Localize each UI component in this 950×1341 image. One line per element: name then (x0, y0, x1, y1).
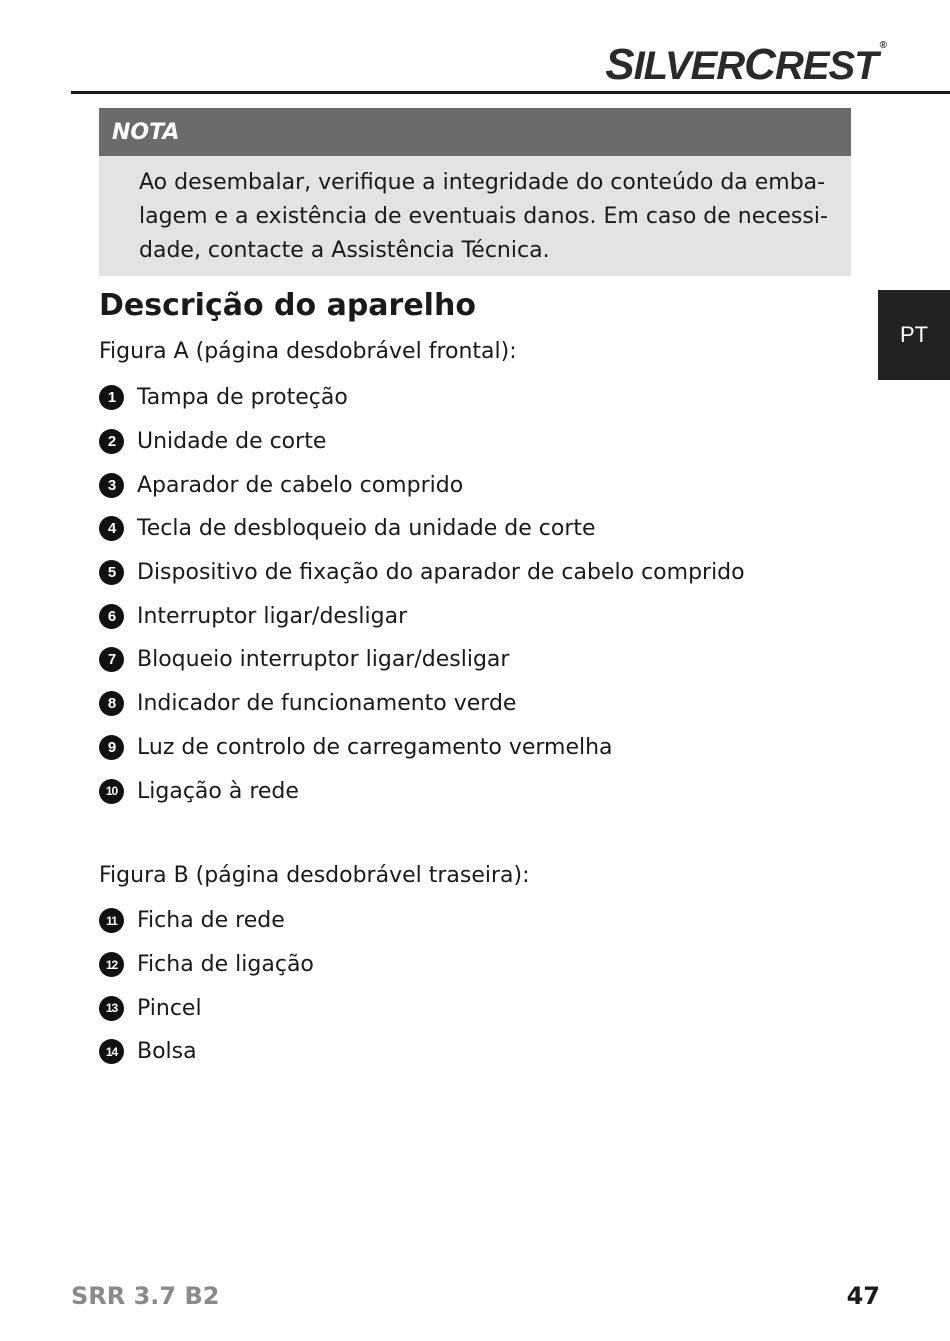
number-badge: 12 (99, 952, 124, 977)
figure-a-label: Figura A (página desdobrável frontal): (99, 339, 517, 364)
item-text: Unidade de corte (137, 429, 327, 455)
footer-model: SRR 3.7 B2 (71, 1282, 220, 1310)
item-text: Ficha de ligação (137, 952, 314, 978)
list-item (99, 638, 745, 682)
item-text: Indicador de funcionamento verde (137, 691, 517, 717)
number-badge: 4 (99, 516, 124, 541)
note-box (99, 108, 851, 276)
brand-logo: SILVERCREST ® (605, 40, 886, 89)
number-badge: 11 (99, 908, 124, 933)
number-badge: 13 (99, 996, 124, 1021)
list-item (99, 769, 745, 813)
number-badge: 1 (99, 385, 124, 410)
header-rule (71, 91, 950, 94)
list-item (99, 1030, 314, 1074)
item-text: Interruptor ligar/desligar (137, 603, 408, 629)
item-text: Bolsa (137, 1039, 197, 1065)
list-item (99, 899, 314, 943)
item-text: Ligação à rede (137, 778, 299, 804)
number-badge: 5 (99, 560, 124, 585)
figure-a-parts-list (99, 376, 745, 813)
number-badge: 3 (99, 473, 124, 498)
item-text: Tampa de proteção (137, 385, 348, 411)
list-item (99, 551, 745, 595)
list-item (99, 726, 745, 770)
number-badge: 7 (99, 647, 124, 672)
item-text: Bloqueio interruptor ligar/desligar (137, 647, 510, 673)
item-text: Tecla de desbloqueio da unidade de corte (137, 516, 596, 542)
list-item (99, 943, 314, 987)
list-item (99, 376, 745, 420)
number-badge: 14 (99, 1039, 124, 1064)
list-item (99, 463, 745, 507)
page-number: 47 (846, 1282, 880, 1310)
list-item (99, 986, 314, 1030)
number-badge: 6 (99, 604, 124, 629)
note-body (99, 156, 851, 276)
number-badge: 10 (99, 779, 124, 804)
number-badge: 2 (99, 429, 124, 454)
item-text: Luz de controlo de carregamento vermelha (137, 734, 613, 760)
item-text: Aparador de cabelo comprido (137, 472, 464, 498)
section-title: Descrição do aparelho (99, 288, 476, 323)
list-item (99, 594, 745, 638)
list-item (99, 507, 745, 551)
item-text: Pincel (137, 995, 202, 1021)
figure-b-parts-list (99, 899, 314, 1074)
note-line: lagem e a existência de eventuais danos. Em caso de necessi- (139, 204, 828, 229)
number-badge: 9 (99, 735, 124, 760)
item-text: Dispositivo de fixação do aparador de cabelo comprido (137, 560, 745, 586)
number-badge: 8 (99, 691, 124, 716)
figure-b-label: Figura B (página desdobrável traseira): (99, 863, 530, 888)
language-tab: PT (878, 290, 950, 380)
list-item (99, 682, 745, 726)
note-line: Ao desembalar, verifique a integridade do conteúdo da emba- (139, 170, 826, 195)
note-title: NOTA (99, 108, 851, 156)
item-text: Ficha de rede (137, 908, 285, 934)
note-line: dade, contacte a Assistência Técnica. (139, 238, 550, 263)
list-item (99, 420, 745, 464)
